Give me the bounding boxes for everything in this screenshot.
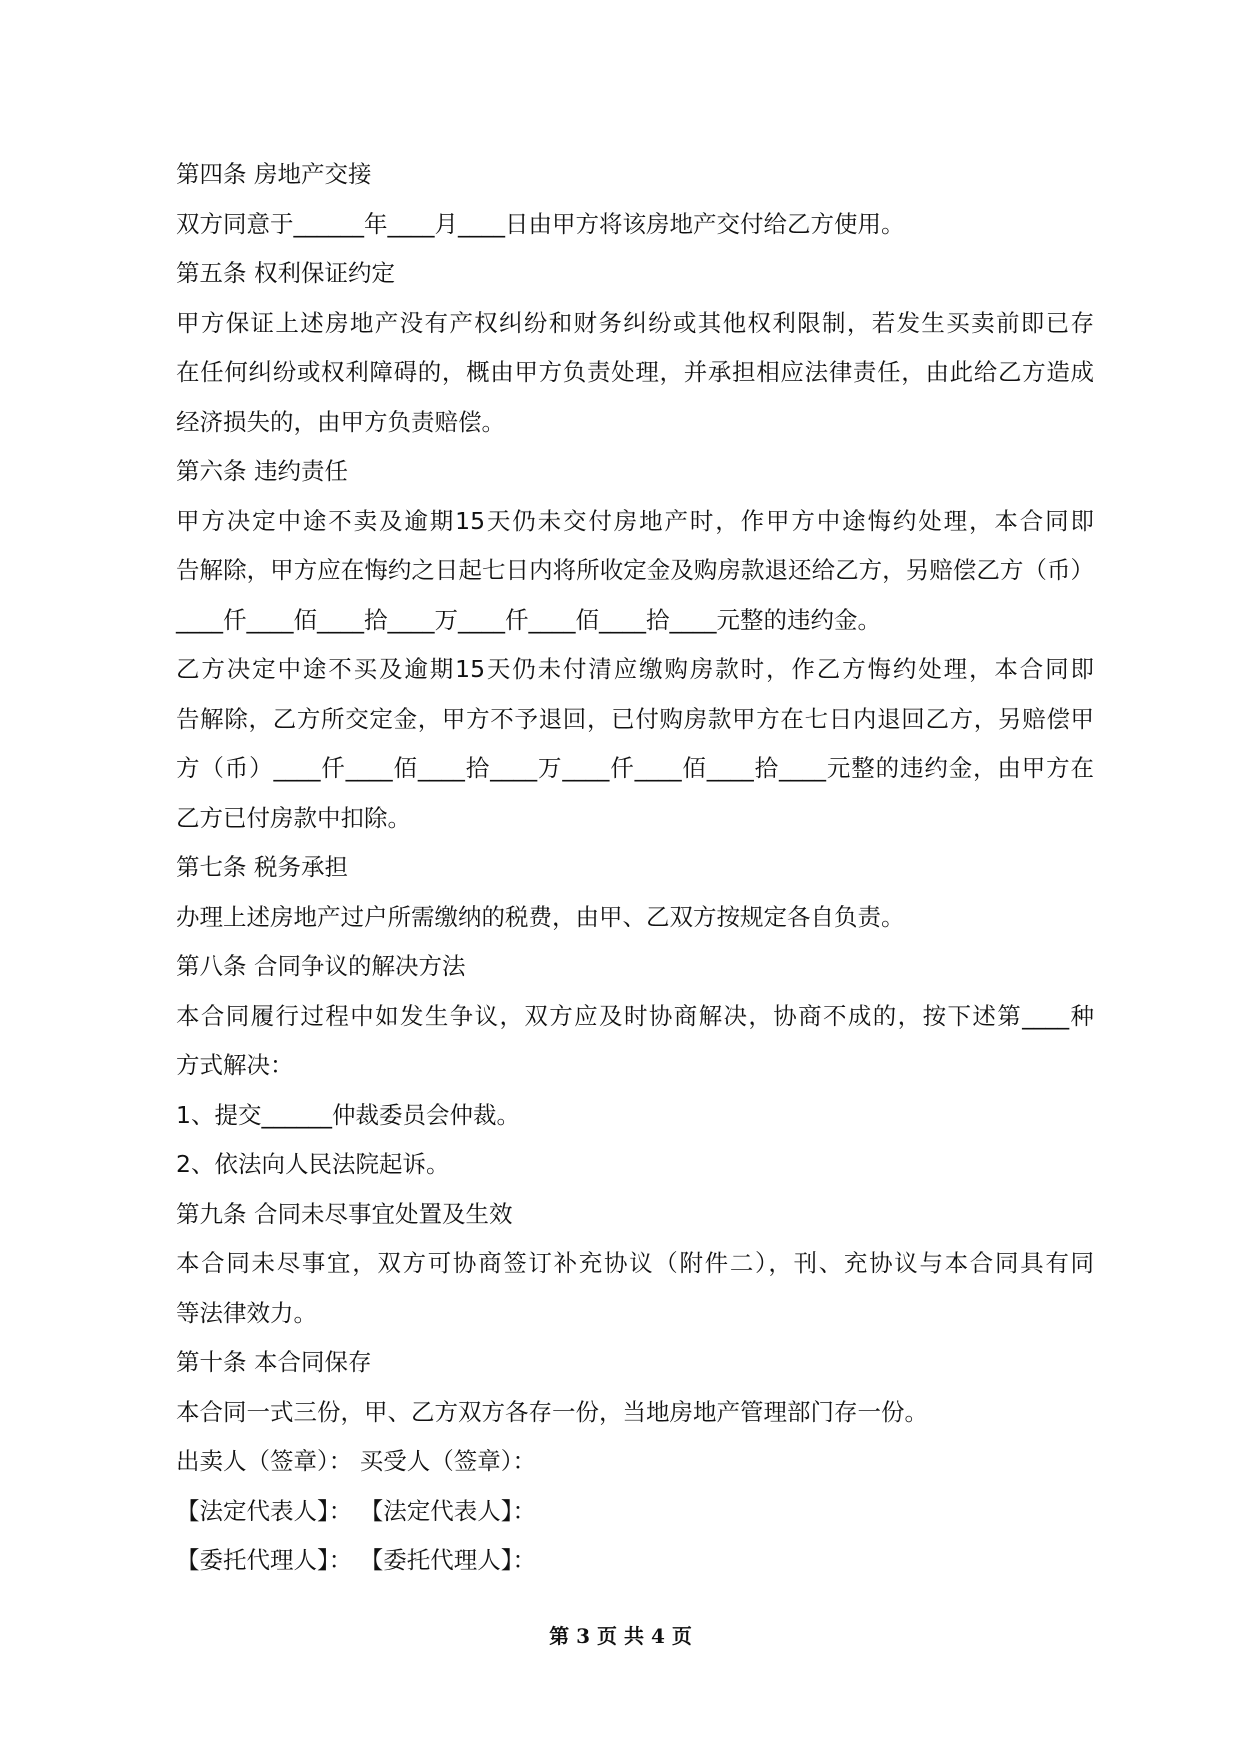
article-8-heading: 第八条 合同争议的解决方法 (176, 952, 466, 980)
text-line: 办理上述房地产过户所需缴纳的税费，由甲、乙双方按规定各自负责。 (176, 902, 905, 931)
signature-line: 【委托代理人】： 【委托代理人】： (176, 1546, 536, 1574)
text-line: 方（币）____仟____佰____拾____万____仟____佰____拾____元整的违约金，由甲方在 (176, 754, 1094, 782)
document-body (176, 150, 1094, 1586)
article-5-heading: 第五条 权利保证约定 (176, 259, 395, 287)
article-10-heading: 第十条 本合同保存 (176, 1348, 372, 1376)
text-line: 2、依法向人民法院起诉。 (176, 1150, 450, 1178)
text-line: 方式解决： (176, 1051, 294, 1079)
text-line: ____仟____佰____拾____万____仟____佰____拾____元整的违约金。 (176, 605, 881, 634)
text-line: 经济损失的，由甲方负责赔偿。 (176, 407, 505, 436)
article-7-heading: 第七条 税务承担 (176, 853, 348, 881)
text-line: 甲方决定中途不卖及逾期15天仍未交付房地产时，作甲方中途悔约处理，本合同即 (176, 506, 1094, 535)
text-line: 在任何纠纷或权利障碍的，概由甲方负责处理，并承担相应法律责任，由此给乙方造成 (176, 358, 1094, 386)
text-line: 甲方保证上述房地产没有产权纠纷和财务纠纷或其他权利限制，若发生买卖前即已存 (176, 308, 1094, 337)
text-line: 乙方已付房款中扣除。 (176, 803, 411, 832)
signature-line: 【法定代表人】： 【法定代表人】： (176, 1496, 536, 1525)
page-footer: 第 3 页 共 4 页 (549, 1624, 692, 1648)
text-line: 告解除，乙方所交定金，甲方不予退回，已付购房款甲方在七日内退回乙方，另赔偿甲 (176, 704, 1094, 733)
text-line: 本合同一式三份，甲、乙方双方各存一份，当地房地产管理部门存一份。 (176, 1397, 928, 1426)
article-9-heading: 第九条 合同未尽事宜处置及生效 (176, 1199, 513, 1228)
text-line: 本合同未尽事宜，双方可协商签订补充协议（附件二），刊、充协议与本合同具有同 (176, 1249, 1094, 1277)
text-line: 告解除，甲方应在悔约之日起七日内将所收定金及购房款退还给乙方，另赔偿乙方（币） (176, 556, 1094, 584)
signature-line: 出卖人（签章）： 买受人（签章）： (176, 1447, 536, 1475)
text-line: 乙方决定中途不买及逾期15天仍未付清应缴购房款时，作乙方悔约处理，本合同即 (176, 655, 1094, 683)
article-6-heading: 第六条 违约责任 (176, 457, 348, 485)
text-line: 双方同意于______年____月____日由甲方将该房地产交付给乙方使用。 (176, 209, 905, 238)
text-line: 本合同履行过程中如发生争议，双方应及时协商解决，协商不成的，按下述第____种 (176, 1001, 1094, 1030)
article-4-heading: 第四条 房地产交接 (176, 160, 372, 188)
text-line: 1、提交______仲裁委员会仲裁。 (176, 1100, 520, 1129)
text-line: 等法律效力。 (176, 1298, 317, 1327)
